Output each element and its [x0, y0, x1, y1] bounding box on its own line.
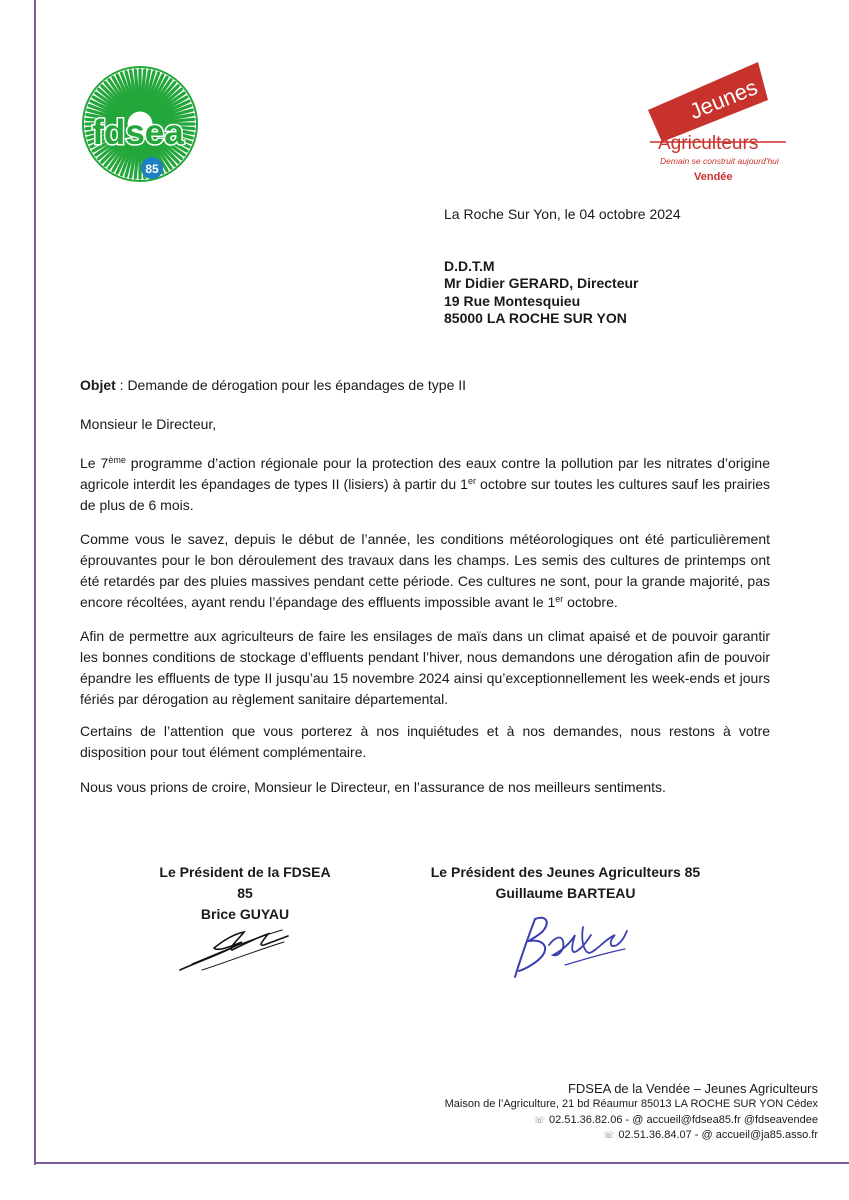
p2-part: octobre. — [563, 594, 618, 610]
footer-contact-fdsea — [445, 1113, 818, 1129]
letter-footer — [445, 1080, 818, 1144]
signatory-title: Le Président de la FDSEA 85 — [159, 864, 331, 901]
paragraph-2 — [80, 529, 770, 613]
p1-sup: ème — [108, 455, 126, 465]
recipient-line: Mr Didier GERARD, Directeur — [444, 275, 639, 292]
paragraph-3: Afin de permettre aux agriculteurs de faire les ensilages de maïs dans un climat apaisé et de pouvoir garantir les bonnes conditions de stockage d’effluents pendant l’hiver, nous demandons une dérogation afin de pouvoir épandre les effluents de type II jusqu’au 15 novembre 2024 ainsi qu’exceptionnellement les week-ends et jours fériés par dérogation au règlement sanitaire départemental. — [80, 628, 770, 707]
paragraph-5: Nous vous prions de croire, Monsieur le Directeur, en l’assurance de nos meilleurs sentiments. — [80, 779, 666, 795]
phone-icon: ☏ — [533, 1114, 546, 1125]
handwritten-signature-guyau — [172, 912, 292, 982]
signatory-name: Guillaume BARTEAU — [495, 885, 636, 901]
signature-block-ja — [428, 862, 703, 904]
ja-logo — [640, 62, 790, 190]
left-margin-rule — [34, 0, 36, 1165]
p1-part: programme d’action régionale pour la protection des eaux contre la pollution par les nitrates d’origine agricole interdit les épandages de types II (lisiers) à partir du 1 — [80, 455, 771, 492]
recipient-line: 19 Rue Montesquieu — [444, 292, 581, 309]
p1-part: Le 7 — [80, 455, 109, 471]
fdsea-logo-number: 85 — [145, 162, 159, 176]
handwritten-signature-barteau — [505, 905, 630, 985]
footer-address: Maison de l’Agriculture, 21 bd Réaumur 85013 LA ROCHE SUR YON Cédex — [444, 1098, 818, 1110]
fdsea-logo-text: fdsea — [92, 113, 184, 152]
ja-logo-agriculteurs: Agriculteurs — [658, 133, 759, 154]
footer-contact-text: 02.51.36.84.07 - @ accueil@ja85.asso.fr — [618, 1129, 818, 1141]
ja-logo-tagline: Demain se construit aujourd'hui — [660, 156, 779, 166]
signatory-title: Le Président des Jeunes Agriculteurs 85 — [430, 864, 701, 880]
footer-contact-text: 02.51.36.82.06 - @ accueil@fdsea85.fr @fdseavendee — [549, 1113, 818, 1126]
object-label: Objet — [80, 377, 116, 393]
paragraph-4: Certains de l’attention que vous porterez à nos inquiétudes et à nos demandes, nous restons à votre disposition pour tout élément complémentaire. — [80, 723, 770, 760]
p2-part: Comme vous le savez, depuis le début de l’année, les conditions météorologiques ont été particulièrement éprouvantes pour le bon déroulement des travaux dans les champs. Les semis des cultures de printemps ont été retardés par des pluies massives pendant cette période. Ces cultures ne sont, pour la grande majorité, pas encore récoltées, ayant rendu l’épandage des effluents impossible avant le 1 — [80, 531, 770, 610]
p1-sup: er — [467, 476, 476, 486]
letter-object — [80, 375, 466, 396]
recipient-line: 85000 LA ROCHE SUR YON — [444, 309, 627, 326]
p1-part: octobre sur toutes les cultures sauf les prairies de plus de 6 mois. — [80, 476, 771, 513]
footer-title: FDSEA de la Vendée – Jeunes Agriculteurs — [567, 1081, 818, 1096]
signatory-name: Brice GUYAU — [200, 906, 290, 922]
recipient-line: D.D.T.M — [444, 258, 495, 274]
footer-contact-ja — [445, 1128, 818, 1144]
object-text: : Demande de dérogation pour les épandages de type II — [115, 377, 467, 393]
fdsea-logo — [80, 64, 200, 184]
phone-icon: ☏ — [603, 1130, 615, 1140]
footer-rule — [34, 1162, 849, 1164]
p2-sup: er — [555, 594, 564, 604]
paragraph-1 — [80, 453, 770, 516]
ja-logo-region: Vendée — [694, 171, 733, 183]
ja-logo-jeunes: Jeunes — [685, 74, 762, 125]
letter-date: La Roche Sur Yon, le 04 octobre 2024 — [444, 206, 681, 222]
recipient-address — [444, 258, 638, 327]
letter-greeting: Monsieur le Directeur, — [80, 416, 217, 432]
